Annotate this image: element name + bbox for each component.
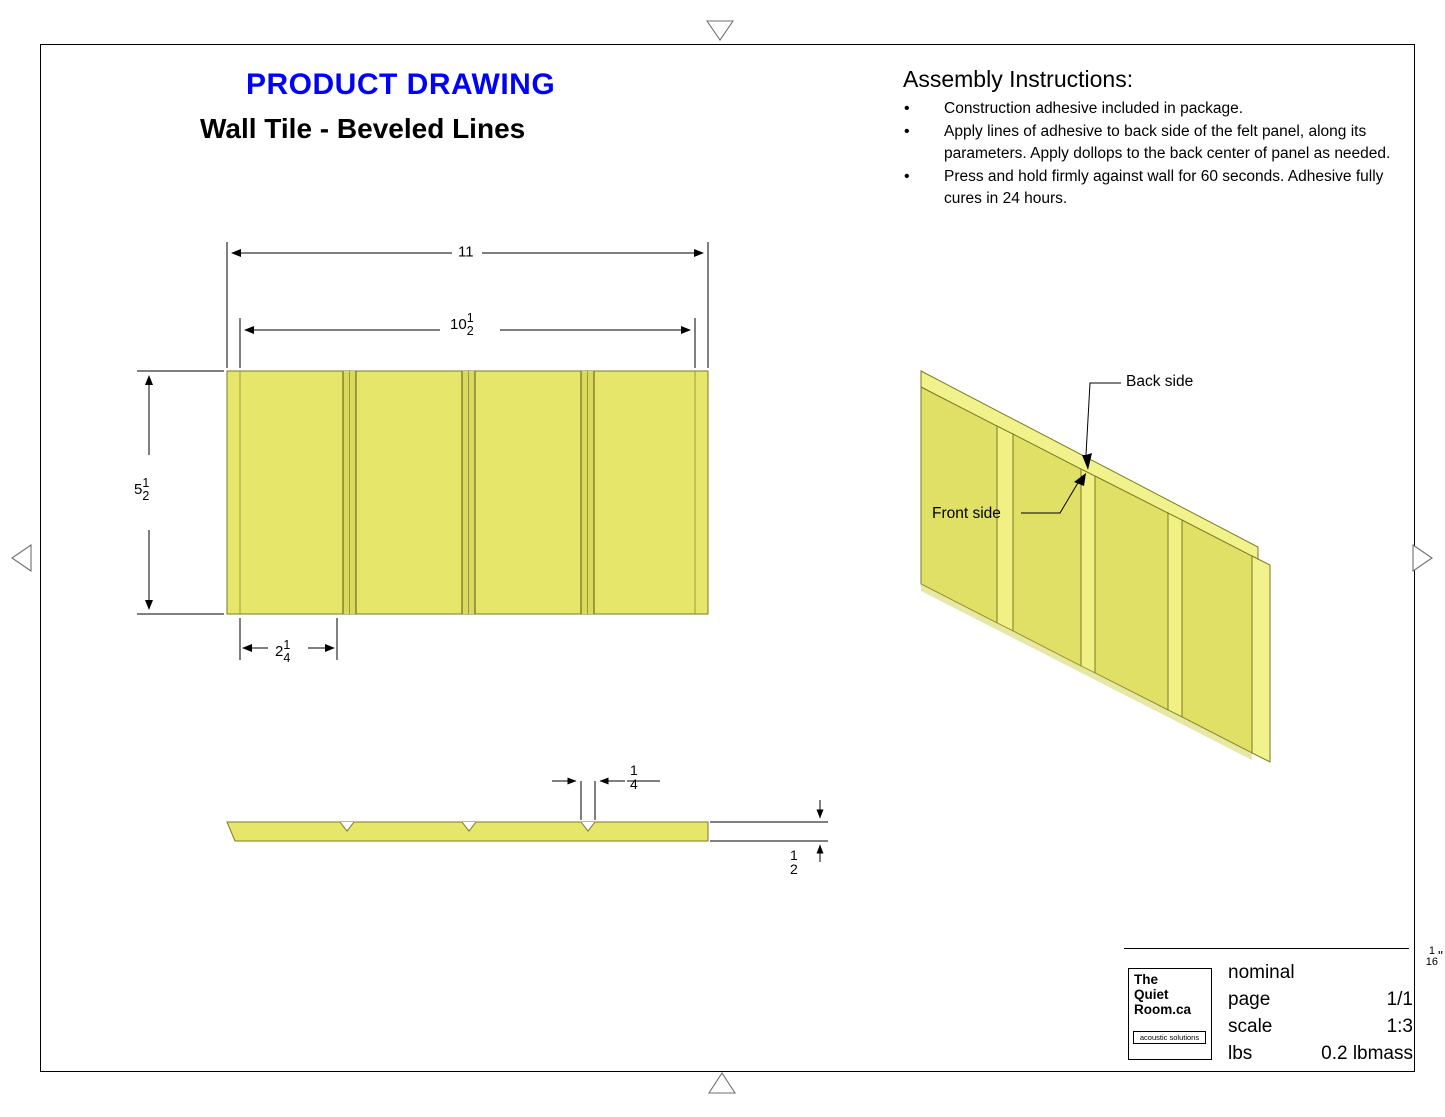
dimension-label-overall-width: 11 (458, 243, 474, 261)
list-item-text: Press and hold firmly against wall for 60 seconds. Adhesive fully cures in 24 hours. (944, 168, 1384, 207)
row-key: page (1228, 989, 1271, 1010)
callout-back-side: Back side (1126, 373, 1194, 390)
table-row (1228, 1016, 1413, 1043)
assembly-instructions-heading: Assembly Instructions: (903, 66, 1134, 92)
row-value: 1:3 (1386, 1016, 1413, 1037)
logo-line-1: The (1134, 972, 1159, 987)
dimension-height (137, 371, 224, 614)
page-subtitle: Wall Tile - Beveled Lines (200, 113, 526, 144)
table-row (1228, 962, 1413, 989)
list-item-text: Apply lines of adhesive to back side of the felt panel, along its parameters. Apply dollops to the back center of panel as needed. (944, 123, 1391, 162)
front-view-panel (227, 371, 708, 614)
list-item-text: Construction adhesive included in package. (944, 100, 1243, 117)
leader-back-side (1082, 383, 1121, 470)
dimension-label-thickness: 1 2 (790, 847, 798, 877)
table-row (1228, 989, 1413, 1016)
dimension-label-height: 5 1 2 (134, 476, 150, 503)
row-value: 1/1 (1386, 989, 1413, 1010)
row-key: lbs (1228, 1043, 1253, 1064)
dimension-groove-width (552, 781, 660, 820)
title-block-divider (1124, 948, 1409, 949)
dimension-label-rib-spacing: 2 1 4 (275, 638, 291, 665)
dimension-thickness (710, 800, 828, 862)
table-row (1228, 1043, 1413, 1070)
title-block-rows (1228, 962, 1413, 1070)
callout-front-side: Front side (932, 505, 1001, 522)
dimension-overall-width (227, 242, 708, 368)
bullet-icon: • (904, 123, 910, 140)
company-logo-text (1134, 972, 1191, 1017)
page-title: PRODUCT DRAWING (246, 68, 556, 101)
dimension-label-groove-width: 1 4 (630, 762, 638, 792)
row-value: 0.2 lbmass (1321, 1043, 1413, 1064)
isometric-view-panel (921, 371, 1270, 762)
bullet-icon: • (904, 100, 910, 117)
company-tagline: acoustic solutions (1133, 1031, 1206, 1044)
logo-line-2: Quiet (1134, 987, 1169, 1003)
logo-line-3: Room.ca (1134, 1002, 1192, 1018)
row-key: nominal (1228, 962, 1295, 983)
tolerance-note: 1 16 " (1425, 945, 1443, 968)
dimension-label-inner-width: 10 1 2 (450, 311, 474, 338)
bullet-icon: • (904, 168, 910, 185)
section-view-panel (227, 822, 708, 841)
row-key: scale (1228, 1016, 1273, 1037)
